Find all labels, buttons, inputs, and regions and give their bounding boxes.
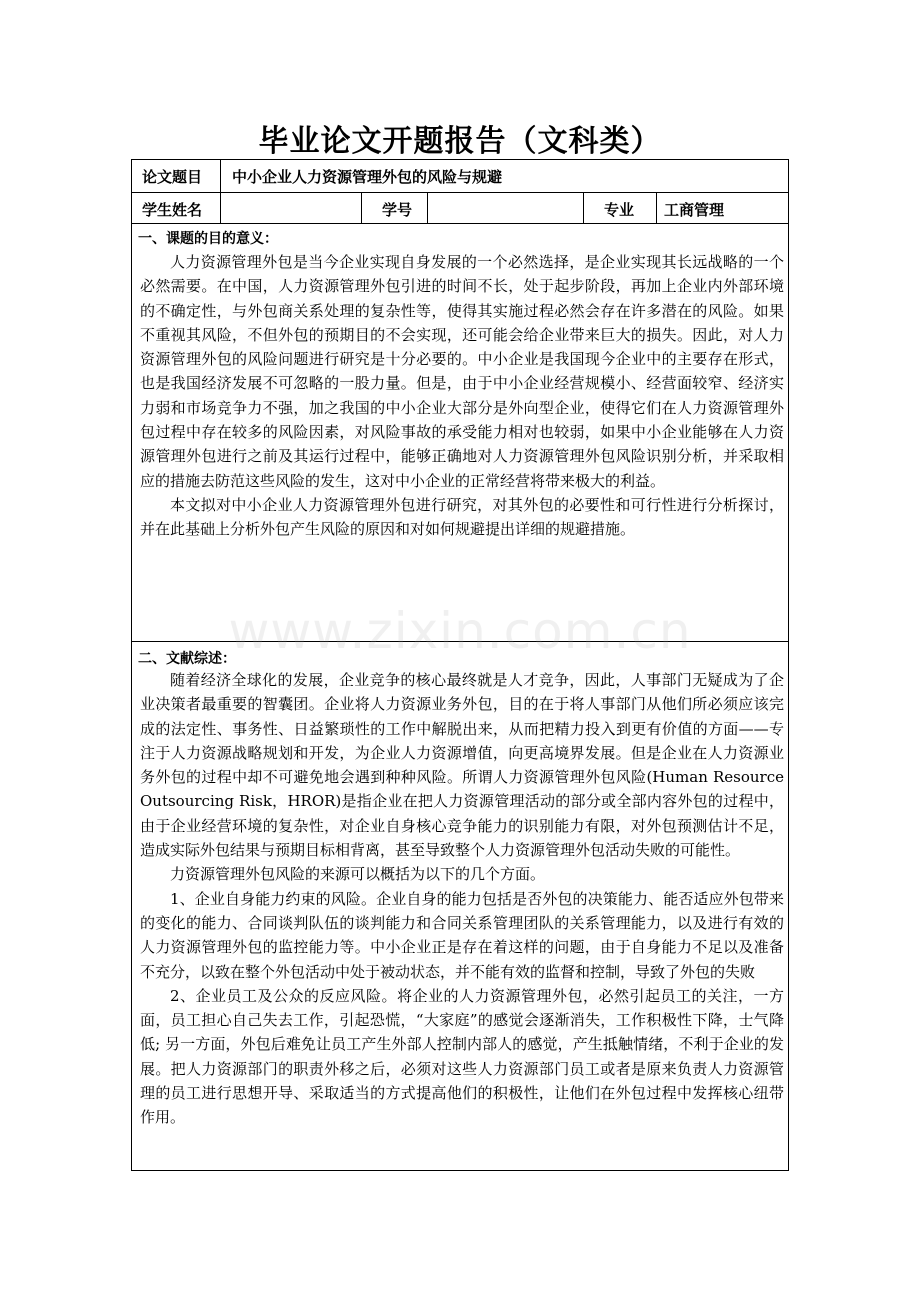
paragraph: 力资源管理外包风险的来源可以概括为以下的几个方面。: [170, 865, 546, 884]
paragraph: 随着经济全球化的发展，企业竞争的核心最终就是人才竞争，因此，人事部门无疑成为了企业决策者最重要的智囊团。企业将人力资源业务外包，目的在于将人事部门从他们所必须应该完成的法定性、事务性、日益繁琐性的工作中解脱出来，从而把精力投入到更有价值的方面——专注于人力资源战略规划和开发，为企业人力资源增值，向更高境界发展。但是企业在人力资源业务外包的过程中却不可避免地会遇到种种风险。所谓人力资源管理外包风险(Human Resource Outsourcing Risk，HROR)是指企业在把人力资源管理活动的部分或全部内容外包的过程中，由于企业经营环境的复杂性，对企业自身核心竞争能力的识别能力有限，对外包预测估计不足，造成实际外包结果与预期目标相背离，甚至导致整个人力资源管理外包活动失败的可能性。: [140, 671, 784, 860]
column-divider: [220, 160, 221, 223]
major-label: 专业: [604, 201, 635, 219]
column-divider: [427, 192, 428, 223]
topic-label: 论文题目: [142, 168, 203, 186]
paragraph: 本文拟对中小企业人力资源管理外包进行研究，对其外包的必要性和可行性进行分析探讨，并在此基础上分析外包产生风险的原因和对如何规避提出详细的规避措施。: [140, 495, 784, 539]
topic-value: 中小企业人力资源管理外包的风险与规避: [232, 168, 503, 186]
section-literature-body: [140, 668, 784, 1130]
paragraph: 人力资源管理外包是当今企业实现自身发展的一个必然选择，是企业实现其长远战略的一个必然需要。在中国，人力资源管理外包引进的时间不长，处于起步阶段，再加上企业内外部环境的不确定性，与外包商关系处理的复杂性等，使得其实施过程必然会存在许多潜在的风险。如果不重视其风险，不但外包的预期目的不会实现，还可能会给企业带来巨大的损失。因此，对人力资源管理外包的风险问题进行研究是十分必要的。中小企业是我国现今企业中的主要存在形式，也是我国经济发展不可忽略的一股力量。但是，由于中小企业经营规模小、经营面较窄、经济实力弱和市场竞争力不强，加之我国的中小企业大部分是外向型企业，使得它们在人力资源管理外包过程中存在较多的风险因素，对风险事故的承受能力相对也较弱，如果中小企业能够在人力资源管理外包进行之前及其运行过程中，能够正确地对人力资源管理外包风险识别分析，并采取相应的措施去防范这些风险的发生，这对中小企业的正常经营将带来极大的利益。: [140, 253, 784, 490]
student-id-label: 学号: [382, 201, 413, 219]
row-divider: [132, 192, 788, 193]
section-purpose-body: [140, 250, 784, 542]
column-divider: [583, 192, 584, 223]
major-value: 工商管理: [664, 201, 725, 219]
report-form: [131, 159, 789, 1171]
page-title: 毕业论文开题报告（文科类）: [258, 124, 662, 159]
column-divider: [361, 192, 362, 223]
section-purpose-heading: 一、课题的目的意义：: [138, 231, 278, 247]
watermark: www.zixin.com.cn: [228, 602, 692, 660]
section-divider: [132, 641, 788, 642]
student-name-label: 学生姓名: [142, 201, 203, 219]
row-divider: [132, 223, 788, 224]
paragraph: 2、企业员工及公众的反应风险。将企业的人力资源管理外包，必然引起员工的关注，一方面，员工担心自己失去工作，引起恐慌，“大家庭”的感觉会逐渐消失，工作积极性下降，士气降低; 另一方面，外包后难免让员工产生外部人控制内部人的感觉，产生抵触情绪，不利于企业的发展。把人力资源部门的职责外移之后，必须对这些人力资源部门员工或者是原来负责人力资源管理的员工进行思想开导、采取适当的方式提高他们的积极性，让他们在外包过程中发挥核心纽带作用。: [140, 986, 784, 1127]
paragraph: 1、企业自身能力约束的风险。企业自身的能力包括是否外包的决策能力、能否适应外包带来的变化的能力、合同谈判队伍的谈判能力和合同关系管理团队的关系管理能力，以及进行有效的人力资源管理外包的监控能力等。中小企业正是存在着这样的问题，由于自身能力不足以及准备不充分，以致在整个外包活动中处于被动状态，并不能有效的监督和控制，导致了外包的失败: [140, 889, 784, 981]
column-divider: [656, 192, 657, 223]
section-literature-heading: 二、文献综述：: [138, 651, 236, 667]
